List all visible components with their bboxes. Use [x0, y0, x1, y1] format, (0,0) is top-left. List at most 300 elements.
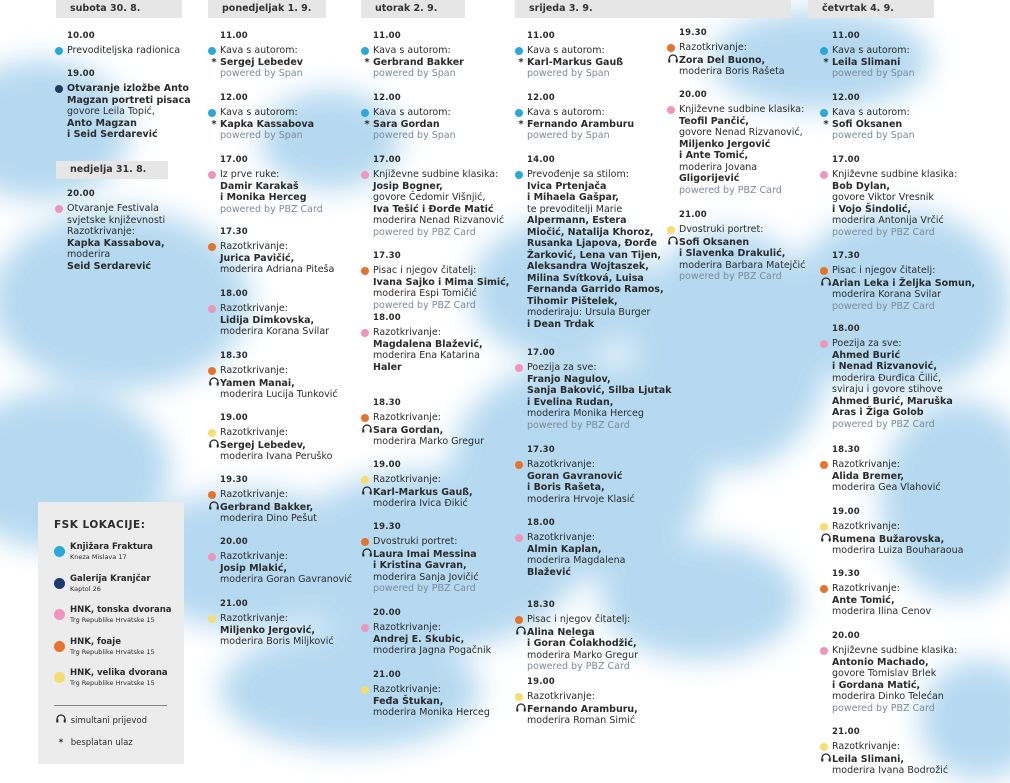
line-text: Yamen Manai, — [220, 377, 295, 389]
asterisk-icon: * — [211, 56, 217, 68]
legend-item-tonska — [54, 605, 172, 625]
event-time: 19.30 — [832, 569, 860, 579]
event-time: 18.30 — [527, 600, 555, 610]
line-text: Antonio Machado, — [832, 656, 929, 668]
event-text-line — [820, 583, 1010, 595]
event-text-line — [515, 362, 715, 374]
event-sri-1700 — [515, 348, 715, 431]
event-cet-1830 — [820, 445, 1010, 494]
location-dot-tonska — [515, 364, 523, 372]
line-text: Seid Serdarević — [67, 260, 152, 272]
location-dot-tonska — [361, 624, 369, 632]
line-text: i Ante Tomić, — [679, 150, 749, 161]
line-text: Kava s autorom: — [373, 45, 451, 56]
line-text: Razotkrivanje: — [220, 365, 288, 376]
column-saturday-sunday — [56, 0, 206, 18]
line-text: Ahmed Burić, Maruška — [832, 395, 953, 407]
event-text-line — [515, 471, 715, 483]
sponsor-line — [820, 301, 1010, 313]
event-text-line — [820, 606, 1010, 618]
line-text: Magdalena Blažević, — [373, 338, 483, 350]
event-text-line — [820, 741, 1010, 753]
event-text-line — [515, 544, 715, 556]
day-header-monday: ponedjeljak 1. 9. — [208, 0, 326, 18]
location-dot-tonska — [515, 534, 523, 542]
line-text: govore Nenad Rizvanović, — [679, 127, 803, 138]
legend-location-address: Kaptol 26 — [70, 584, 101, 593]
line-text: moderira Ivica Đikić — [373, 498, 468, 509]
event-time: 18.00 — [373, 313, 401, 323]
line-text: moderira Magdalena — [527, 555, 626, 566]
line-text: Razotkrivanje: — [679, 42, 747, 53]
line-text: Almin Kaplan, — [527, 543, 602, 555]
sponsor-line — [515, 420, 715, 432]
location-dot-foaje — [208, 367, 216, 375]
event-text-line — [820, 169, 1010, 181]
headphones-icon — [361, 486, 373, 499]
event-time: 17.00 — [832, 155, 860, 165]
line-text: Kava s autorom: — [832, 107, 910, 118]
event-text-line — [820, 482, 1010, 494]
location-dot-foaje — [361, 267, 369, 275]
line-text: moderira Boris Miljković — [220, 636, 334, 647]
column-thursday — [808, 0, 934, 18]
headphones-icon — [820, 533, 832, 546]
line-text: Blažević — [527, 566, 571, 578]
event-text-line — [515, 319, 715, 331]
event-time: 17.00 — [220, 155, 248, 165]
line-text: powered by PBZ Card — [527, 419, 630, 431]
event-sri-1900 — [515, 677, 715, 727]
line-text: sviraju i govore stihove — [832, 384, 943, 395]
line-text: powered by Span — [832, 130, 915, 141]
headphones-icon — [361, 424, 373, 437]
event-time: 17.30 — [527, 445, 555, 455]
event-text-line — [820, 338, 1010, 350]
legend-note-simultaneous — [54, 714, 147, 726]
event-time: 19.00 — [220, 413, 248, 423]
line-text: Rumena Bužarovska, — [832, 533, 945, 545]
line-text: moderira Korana Svilar — [832, 289, 942, 300]
location-dot-velika — [820, 523, 828, 531]
line-text: Razotkrivanje: — [527, 691, 595, 702]
event-text-line — [820, 289, 1010, 301]
event-time: 21.00 — [832, 727, 860, 737]
line-text: Kava s autorom: — [832, 45, 910, 56]
line-text: Pisac i njegov čitatelj: — [832, 265, 936, 276]
location-dot-velika — [515, 693, 523, 701]
event-time: 18.00 — [220, 289, 248, 299]
line-text: Josip Mlakić, — [220, 562, 288, 574]
line-text: Gligorijević — [679, 173, 740, 184]
event-time: 11.00 — [527, 31, 555, 41]
sponsor-line — [361, 583, 561, 595]
line-text: moderira Gea Vlahović — [832, 482, 941, 493]
event-text-line — [515, 532, 715, 544]
line-text: Bob Dylan, — [832, 180, 890, 192]
sponsor-line — [820, 130, 1010, 142]
line-text: Alpermann, Estera — [527, 215, 627, 226]
event-text-line — [55, 215, 255, 227]
event-text-line — [820, 668, 1010, 680]
location-dot-velika — [208, 615, 216, 623]
event-text-line — [208, 377, 408, 390]
asterisk-icon: * — [211, 118, 217, 130]
event-text-line — [820, 595, 1010, 607]
event-time: 12.00 — [373, 93, 401, 103]
location-dot-tonska — [208, 305, 216, 313]
line-text: Kava s autorom: — [527, 45, 605, 56]
event-text-line — [820, 192, 1010, 204]
line-text: Razotkrivanje: — [220, 427, 288, 438]
event-text-line — [820, 545, 1010, 557]
line-text: Razotkrivanje: — [220, 241, 288, 252]
line-text: Damir Karakaš — [220, 180, 299, 192]
line-text: te prevoditelji Marie — [527, 203, 623, 215]
headphones-icon — [208, 439, 220, 452]
line-text: Razotkrivanje: — [220, 489, 288, 500]
event-text-line — [515, 614, 715, 626]
line-text: Poezija za sve: — [832, 338, 902, 349]
asterisk-icon: * — [364, 56, 370, 68]
event-time: 11.00 — [373, 31, 401, 41]
event-text-line — [820, 373, 1010, 385]
line-text: moderira Goran Gavranović — [220, 574, 353, 585]
line-text: Razotkrivanje: — [832, 521, 900, 532]
line-text: Tihomir Pištelek, — [527, 295, 618, 307]
line-text: powered by PBZ Card — [679, 184, 782, 196]
line-text: Iz prve ruke: — [220, 169, 280, 180]
event-text-line — [820, 533, 1010, 546]
line-text: Sergej Lebedev, — [220, 439, 306, 451]
line-text: Književne sudbine klasika: — [832, 169, 958, 180]
event-text-line — [820, 691, 1010, 703]
line-text: Ante Tomić, — [832, 594, 895, 606]
event-cet-1200 — [820, 93, 1010, 142]
event-text-line — [515, 555, 715, 567]
line-text: Pisac i njegov čitatelj: — [527, 614, 631, 625]
line-text: Prevođenje sa stilom: — [527, 169, 629, 180]
event-time: 20.00 — [832, 631, 860, 641]
line-text: moderira Nenad Rizvanović — [373, 215, 505, 226]
column-monday — [208, 0, 326, 18]
line-text: Kava s autorom: — [373, 107, 451, 118]
line-text: powered by Span — [220, 68, 303, 79]
event-time: 18.30 — [220, 351, 248, 361]
event-text-line — [515, 284, 715, 296]
legend-item-foaje — [54, 637, 155, 657]
event-text-line — [515, 296, 715, 308]
line-text: Rusanka Ljapova, Đorđe — [527, 238, 657, 249]
location-dot-foaje — [667, 44, 675, 52]
line-text: Razotkrivanje: — [220, 613, 288, 624]
line-text: Andrej E. Skubic, — [373, 633, 465, 645]
line-text: i Gordana Matić, — [832, 679, 921, 691]
line-text: Dvostruki portret: — [373, 536, 458, 547]
line-text: Pisac i njegov čitatelj: — [373, 265, 477, 276]
location-dot-foaje — [515, 616, 523, 624]
line-text: i Mihaela Gašpar, — [527, 192, 619, 203]
headphones-icon — [820, 277, 832, 290]
event-text-line — [820, 57, 1010, 69]
event-time: 11.00 — [220, 31, 248, 41]
legend-location-address: Trg Republike Hrvatske 15 — [70, 647, 155, 656]
asterisk-icon: * — [58, 738, 64, 748]
legend-note-free — [54, 738, 133, 748]
headphones-icon — [361, 548, 373, 561]
line-text: Razotkrivanje: — [373, 684, 441, 695]
location-dot-tonska — [820, 647, 828, 655]
line-text: moderira Espi Tomičić — [373, 288, 477, 299]
headphones-icon — [515, 703, 527, 716]
event-text-line — [820, 521, 1010, 533]
line-text: i Boris Rašeta, — [527, 482, 605, 493]
event-time: 18.30 — [832, 445, 860, 455]
line-text: Kapka Kassabova, — [67, 237, 165, 249]
legend-location-name: HNK, tonska dvorana — [70, 605, 172, 615]
sponsor-line — [820, 227, 1010, 239]
event-time: 20.00 — [373, 608, 401, 618]
line-text: moderira Dinko Telećan — [832, 691, 944, 702]
asterisk-icon: * — [518, 118, 524, 130]
sponsor-line — [515, 661, 715, 673]
line-text: Književne sudbine klasika: — [832, 645, 958, 656]
line-text: moderira Roman Simić — [527, 715, 636, 726]
line-text: powered by PBZ Card — [832, 226, 935, 238]
event-time: 17.00 — [527, 348, 555, 358]
event-time: 12.00 — [527, 93, 555, 103]
line-text: i Kristina Gavran, — [373, 560, 467, 571]
event-time: 18.00 — [832, 324, 860, 334]
event-time: 17.00 — [373, 155, 401, 165]
line-text: Miljenko Jergović, — [220, 624, 316, 636]
location-dot-velika — [820, 743, 828, 751]
location-dot-fraktura — [208, 109, 216, 117]
event-time: 18.30 — [373, 398, 401, 408]
line-text: Gerbrand Bakker, — [220, 501, 314, 513]
event-text-line — [820, 645, 1010, 657]
legend-location-address: Kneza Mislava 17 — [70, 553, 127, 561]
line-text: Leila Slimani — [832, 56, 901, 68]
line-text: powered by PBZ Card — [832, 300, 935, 312]
line-text: Sergej Lebedev — [220, 56, 303, 68]
asterisk-icon: * — [823, 56, 829, 68]
line-text: i Dean Trdak — [527, 318, 595, 330]
event-cet-1930 — [820, 569, 1010, 618]
line-text: powered by Span — [373, 130, 456, 141]
event-time: 12.00 — [220, 93, 248, 103]
event-time: 19.30 — [220, 475, 248, 485]
line-text: moderira Monika Herceg — [527, 408, 644, 419]
line-text: Razotkrivanje: — [832, 583, 900, 594]
location-dot-velika — [361, 686, 369, 694]
location-dot-velika — [54, 672, 65, 683]
line-text: Razotkrivanje: — [373, 622, 441, 633]
event-time: 17.30 — [373, 251, 401, 261]
event-text-line — [515, 650, 715, 662]
event-text-line — [820, 119, 1010, 131]
event-cet-1800 — [820, 324, 1010, 430]
event-sri-1830 — [515, 600, 715, 673]
event-text-line — [820, 384, 1010, 396]
event-text-line — [820, 265, 1010, 277]
location-dot-velika — [208, 429, 216, 437]
event-text-line — [820, 350, 1010, 362]
event-cet-1730 — [820, 251, 1010, 312]
event-text-line — [515, 703, 715, 716]
location-dot-foaje — [820, 267, 828, 275]
line-text: Književne sudbine klasika: — [679, 104, 805, 115]
legend-item-kranjcar — [54, 574, 151, 594]
line-text: Teofil Pančić, — [679, 115, 749, 127]
event-time: 19.00 — [373, 460, 401, 470]
legend-item-fraktura — [54, 542, 153, 562]
line-text: moderira Luiza Bouharaoua — [832, 545, 964, 556]
line-text: moderira Monika Herceg — [373, 707, 490, 718]
headphones-icon — [667, 236, 679, 249]
line-text: moderira Dino Pešut — [220, 513, 317, 524]
line-text: moderira Marko Gregur — [373, 436, 485, 447]
event-time: 19.30 — [373, 522, 401, 532]
location-dot-fraktura — [55, 47, 63, 55]
legend-note-free-label: besplatan ulaz — [70, 738, 133, 748]
line-text: Razotkrivanje: — [373, 474, 441, 485]
line-text: powered by PBZ Card — [220, 203, 323, 215]
event-text-line — [515, 307, 715, 319]
location-dot-foaje — [208, 243, 216, 251]
line-text: Zora Del Buono, — [679, 54, 766, 66]
line-text: powered by PBZ Card — [373, 226, 476, 238]
line-text: Miočić, Natalija Khoroz, — [527, 226, 654, 238]
location-dot-foaje — [820, 585, 828, 593]
event-text-line — [515, 408, 715, 420]
line-text: moderira Barbara Matejčić — [679, 259, 806, 271]
line-text: powered by PBZ Card — [527, 661, 630, 672]
line-text: Kava s autorom: — [527, 107, 605, 118]
event-text-line — [515, 638, 715, 650]
line-text: Alida Bremer, — [832, 470, 904, 482]
event-text-line — [515, 397, 715, 409]
event-text-line — [820, 181, 1010, 193]
event-text-line — [515, 567, 715, 579]
event-text-line — [820, 361, 1010, 373]
line-text: govore Leila Topić, — [67, 106, 155, 117]
location-dot-tonska — [208, 171, 216, 179]
line-text: Karl-Markus Gauß — [527, 56, 624, 68]
location-dot-fraktura — [54, 546, 65, 557]
line-text: moderira Adriana Piteša — [220, 264, 335, 275]
column-wednesday — [515, 0, 791, 18]
event-text-line — [820, 277, 1010, 290]
event-text-line — [515, 626, 715, 639]
legend-location-name: HNK, velika dvorana — [70, 668, 168, 678]
event-text-line — [820, 396, 1010, 408]
event-time: 20.00 — [220, 537, 248, 547]
location-dot-velika — [361, 476, 369, 484]
event-text-line — [515, 385, 715, 397]
line-text: Ivana Sajko i Mima Simić, — [373, 276, 510, 288]
location-dot-fraktura — [515, 109, 523, 117]
line-text: Sara Gordan — [373, 118, 440, 130]
sponsor-line — [820, 68, 1010, 80]
event-text-line — [820, 407, 1010, 419]
line-text: govore Tomislav Brlek — [832, 668, 937, 679]
line-text: i Vojo Šindolić, — [832, 203, 911, 215]
legend-location-name: Knjižara Fraktura — [70, 542, 153, 552]
line-text: moderira Jovana — [679, 161, 758, 173]
line-text: Feđa Štukan, — [373, 695, 444, 707]
line-text: Jurica Pavičić, — [220, 252, 295, 264]
line-text: Fernanda Garrido Ramos, — [527, 284, 664, 295]
location-dot-fraktura — [515, 171, 523, 179]
event-time: 17.30 — [220, 227, 248, 237]
line-text: moderira Ilina Cenov — [832, 606, 932, 617]
line-text: powered by Span — [527, 130, 610, 141]
event-sri-1730 — [515, 445, 715, 505]
locations-legend — [38, 502, 184, 764]
line-text: Kapka Kassabova — [220, 118, 315, 130]
line-text: moderira Antonija Vrčić — [832, 215, 944, 226]
line-text: Josip Bogner, — [373, 180, 443, 192]
location-dot-tonska — [361, 329, 369, 337]
event-text-line — [820, 107, 1010, 119]
line-text: Razotkrivanje: — [373, 327, 441, 338]
event-time: 19.00 — [832, 507, 860, 517]
line-text: Ahmed Burić — [832, 349, 901, 361]
day-header-thursday: četvrtak 4. 9. — [808, 0, 934, 18]
headphones-icon — [208, 377, 220, 390]
legend-divider — [54, 705, 167, 706]
line-text: moderira Ivana Peruško — [220, 451, 333, 462]
event-cet-1900 — [820, 507, 1010, 557]
event-time: 20.00 — [679, 90, 707, 100]
location-dot-foaje — [361, 538, 369, 546]
legend-location-name: Galerija Kranjčar — [70, 573, 151, 584]
event-time: 17.30 — [832, 251, 860, 261]
line-text: moderira Sanja Jovičić — [373, 571, 479, 583]
sponsor-line — [820, 703, 1010, 715]
event-text-line — [820, 765, 1010, 777]
event-text-line — [820, 45, 1010, 57]
event-time: 21.00 — [220, 599, 248, 609]
line-text: moderira Marko Gregur — [527, 649, 639, 661]
event-text-line — [515, 482, 715, 494]
line-text: Milina Svítková, Luisa — [527, 272, 644, 284]
line-text: powered by Span — [527, 68, 610, 79]
event-cet-1700 — [820, 155, 1010, 238]
headphones-icon — [667, 54, 679, 67]
line-text: Žarković, Lena van Tijen, — [527, 249, 662, 261]
line-text: Karl-Markus Gauß, — [373, 486, 473, 498]
sponsor-line — [820, 419, 1010, 431]
legend-location-address: Trg Republike Hrvatske 15 — [70, 616, 155, 624]
line-text: Magzan portreti pisaca — [67, 94, 191, 106]
line-text: Aleksandra Wojtaszek, — [527, 261, 649, 272]
line-text: i Monika Herceg — [220, 192, 307, 203]
legend-location-name: HNK, foaje — [70, 636, 121, 647]
line-text: i Seid Serdarević — [67, 129, 158, 140]
line-text: Goran Gavranović — [527, 470, 623, 482]
line-text: powered by PBZ Card — [832, 418, 935, 430]
line-text: Razotkrivanje: — [527, 459, 595, 470]
event-text-line — [820, 657, 1010, 669]
day-header-saturday: subota 30. 8. — [56, 0, 182, 18]
line-text: moderira Korana Svilar — [220, 326, 330, 337]
line-text: moderira Ivana Bodrožić — [832, 765, 949, 776]
event-time: 12.00 — [832, 93, 860, 103]
line-text: powered by PBZ Card — [373, 299, 476, 311]
location-dot-foaje — [820, 461, 828, 469]
